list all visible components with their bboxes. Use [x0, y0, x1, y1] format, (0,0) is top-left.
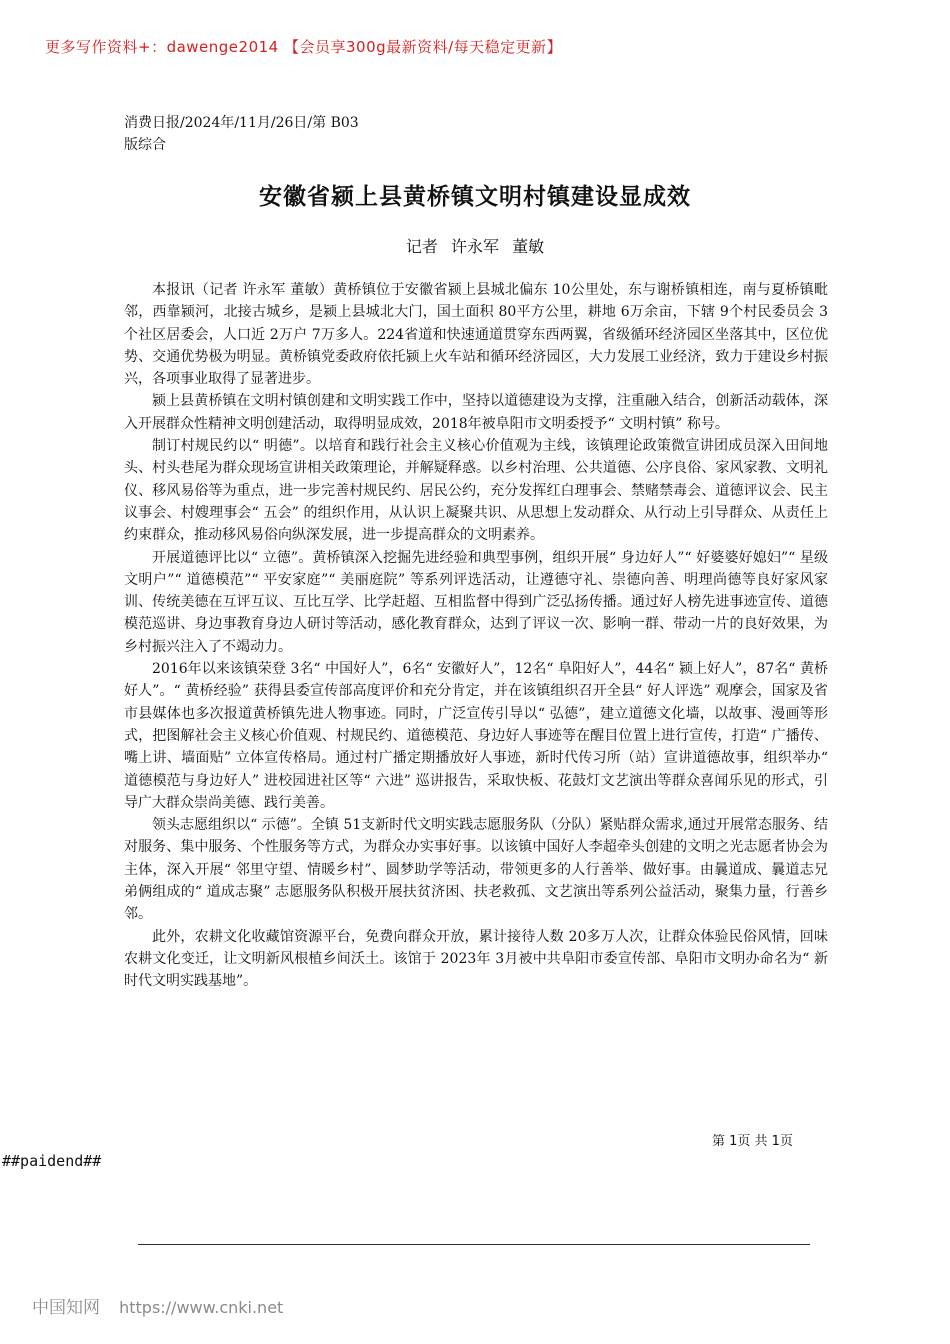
paragraph: 此外，农耕文化收藏馆资源平台，免费向群众开放，累计接待人数 20多万人次，让群众体验民俗风情，回味农耕文化变迁，让文明新风根植乡间沃土。该馆于 2023年 3月被中共阜阳市委宣传部、阜阳市文明办命名为“ 新时代文明实践基地”。	[124, 928, 828, 990]
byline-author-2: 董敏	[512, 237, 545, 256]
byline-author-1: 许永军	[450, 237, 499, 256]
article-title: 安徽省颍上县黄桥镇文明村镇建设显成效	[259, 184, 691, 210]
byline-label: 记者	[405, 237, 438, 256]
paragraph: 本报讯（记者 许永军 董敏）黄桥镇位于安徽省颍上县城北偏东 10公里处，东与谢桥镇相连，南与夏桥镇毗邻，西靠颍河，北接古城乡，是颍上县城北大门，国土面积 80平方公里，耕地 6万余亩，下辖 9个村民委员会 3个社区居委会，人口近 2万户 7万多人。224省道和快速通道贯穿东西两翼，省级循环经济园区坐落其中，区位优势、交通优势极为明显。黄桥镇党委政府依托颍上火车站和循环经济园区，大力发展工业经济，致力于建设乡村振兴，各项事业取得了显著进步。	[124, 282, 828, 388]
site-logo-text: 中国知网	[32, 1298, 100, 1318]
site-url[interactable]: https://www.cnki.net	[119, 1298, 284, 1317]
paragraph: 2016年以来该镇荣登 3名“ 中国好人”，6名“ 安徽好人”，12名“ 阜阳好人”，44名“ 颍上好人”，87名“ 黄桥好人”。“ 黄桥经验” 获得县委宣传部高度评价和充分肯定，并在该镇组织召开全县“ 好人评选” 观摩会，国家及省市县媒体也多次报道黄桥镇先进人物事迹。同时，广泛宣传引导以“ 弘德”，建立道德文化墙，以故事、漫画等形式，把图解社会主义核心价值观、村规民约、道德模范、身边好人事迹等在醒目位置上进行宣传，打造“ 广播传、嘴上讲、墙面贴” 立体宣传格局。通过村广播定期播放好人事迹，新时代传习所（站）宣讲道德故事，组织举办“ 道德模范与身边好人” 进校园进社区等“ 六进” 巡讲报告，采取快板、花鼓灯文艺演出等群众喜闻乐见的形式，引导广大群众崇尚美德、践行美善。	[124, 661, 828, 811]
footer-divider	[138, 1244, 810, 1245]
source-line-1: 消费日报/2024年/11月/26日/第 B03	[124, 115, 359, 131]
page-number: 第 1页 共 1页	[712, 1134, 793, 1149]
article-body	[124, 279, 828, 993]
footer	[32, 1293, 283, 1318]
source-line-2: 版综合	[124, 137, 166, 153]
paragraph: 开展道德评比以“ 立德”。黄桥镇深入挖掘先进经验和典型事例，组织开展“ 身边好人”“ 好婆婆好媳妇”“ 星级文明户”“ 道德模范”“ 平安家庭”“ 美丽庭院” 等系列评选活动，让遵德守礼、崇德向善、明理尚德等良好家风家训、传统美德在互评互议、互比互学、比学赶超、互相监督中得到广泛弘扬传播。通过好人榜先进事迹宣传、道德模范巡讲、身边事教育身边人研讨等活动，感化教育群众，达到了评议一次、影响一群、带动一片的良好效果，为乡村振兴注入了不竭动力。	[124, 549, 828, 655]
publication-source	[124, 112, 359, 156]
paragraph: 制订村规民约以“ 明德”。以培育和践行社会主义核心价值观为主线，该镇理论政策微宣讲团成员深入田间地头、村头巷尾为群众现场宣讲相关政策理论，并解疑释惑。以乡村治理、公共道德、公序良俗、家风家教、文明礼仪、移风易俗等为重点，进一步完善村规民约、居民公约，充分发挥红白理事会、禁赌禁毒会、道德评议会、民主议事会、村嫂理事会“ 五会” 的组织作用，从认识上凝聚共识、从思想上发动群众、从行动上引导群众、从责任上约束群众，推动移风易俗向纵深发展，进一步提高群众的文明素养。	[124, 438, 828, 544]
paid-end-marker: ##paidend##	[2, 1152, 102, 1170]
paragraph: 领头志愿组织以“ 示德”。全镇 51支新时代文明实践志愿服务队（分队）紧贴群众需求,通过开展常态服务、结对服务、集中服务、个性服务等方式，为群众办实事好事。以该镇中国好人李超牵头创建的文明之光志愿者协会为主体，深入开展“ 邻里守望、情暖乡村”、圆梦助学等活动，带领更多的人行善举、做好事。由曩道成、曩道志兄弟俩组成的“ 道成志聚” 志愿服务队积极开展扶贫济困、扶老救孤、文艺演出等系列公益活动，聚集力量，行善乡邻。	[124, 817, 828, 923]
paragraph: 颍上县黄桥镇在文明村镇创建和文明实践工作中，坚持以道德建设为支撑，注重融入结合，创新活动载体，深入开展群众性精神文明创建活动，取得明显成效，2018年被阜阳市文明委授予“ 文明村镇” 称号。	[124, 393, 828, 432]
promo-banner: 更多写作资料+：dawenge2014 【会员享300g最新资料/每天稳定更新】	[45, 38, 563, 56]
byline	[0, 234, 950, 257]
